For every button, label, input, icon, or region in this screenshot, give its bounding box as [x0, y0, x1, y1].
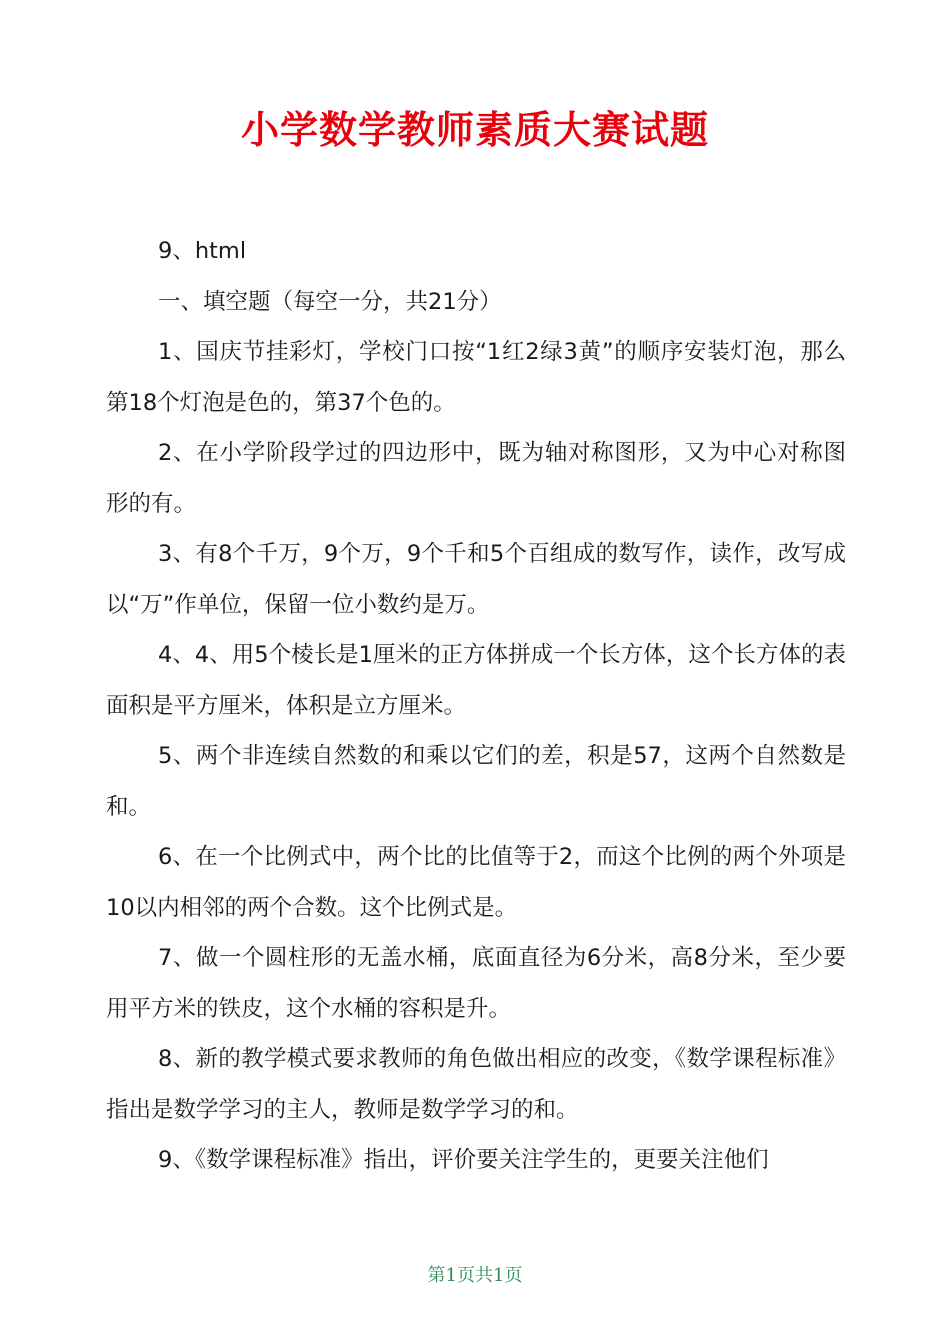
document-title: 小学数学教师素质大赛试题	[240, 108, 709, 152]
paragraph-9: 7、做一个圆柱形的无盖水桶，底面直径为6分米，高8分米，至少要用平方米的铁皮，这个水桶的容积是升。	[106, 945, 846, 1022]
paragraph-1: 9、html	[158, 238, 247, 264]
paragraph-7: 5、两个非连续自然数的和乘以它们的差，积是57，这两个自然数是和。	[106, 743, 846, 820]
paragraph-6: 4、4、用5个棱长是1厘米的正方体拼成一个长方体，这个长方体的表面积是平方厘米，体积是立方厘米。	[106, 642, 846, 719]
paragraph-3: 1、国庆节挂彩灯，学校门口按“1红2绿3黄”的顺序安装灯泡，那么第18个灯泡是色的，第37个色的。	[106, 339, 846, 416]
paragraph-2: 一、填空题（每空一分，共21分）	[158, 288, 502, 315]
document-body	[106, 226, 846, 1186]
paragraph-4: 2、在小学阶段学过的四边形中，既为轴对称图形，又为中心对称图形的有。	[106, 440, 846, 517]
paragraph-11: 9、《数学课程标准》指出，评价要关注学生的，更要关注他们	[158, 1147, 769, 1173]
paragraph-8: 6、在一个比例式中，两个比的比值等于2，而这个比例的两个外项是10以内相邻的两个合数。这个比例式是。	[106, 844, 846, 921]
paragraph-10: 8、新的教学模式要求教师的角色做出相应的改变，《数学课程标准》指出是数学学习的主人，教师是数学学习的和。	[106, 1046, 846, 1123]
paragraph-5: 3、有8个千万，9个万，9个千和5个百组成的数写作，读作，改写成以“万”作单位，保留一位小数约是万。	[106, 541, 846, 618]
page-footer: 第1页共1页	[427, 1265, 523, 1286]
